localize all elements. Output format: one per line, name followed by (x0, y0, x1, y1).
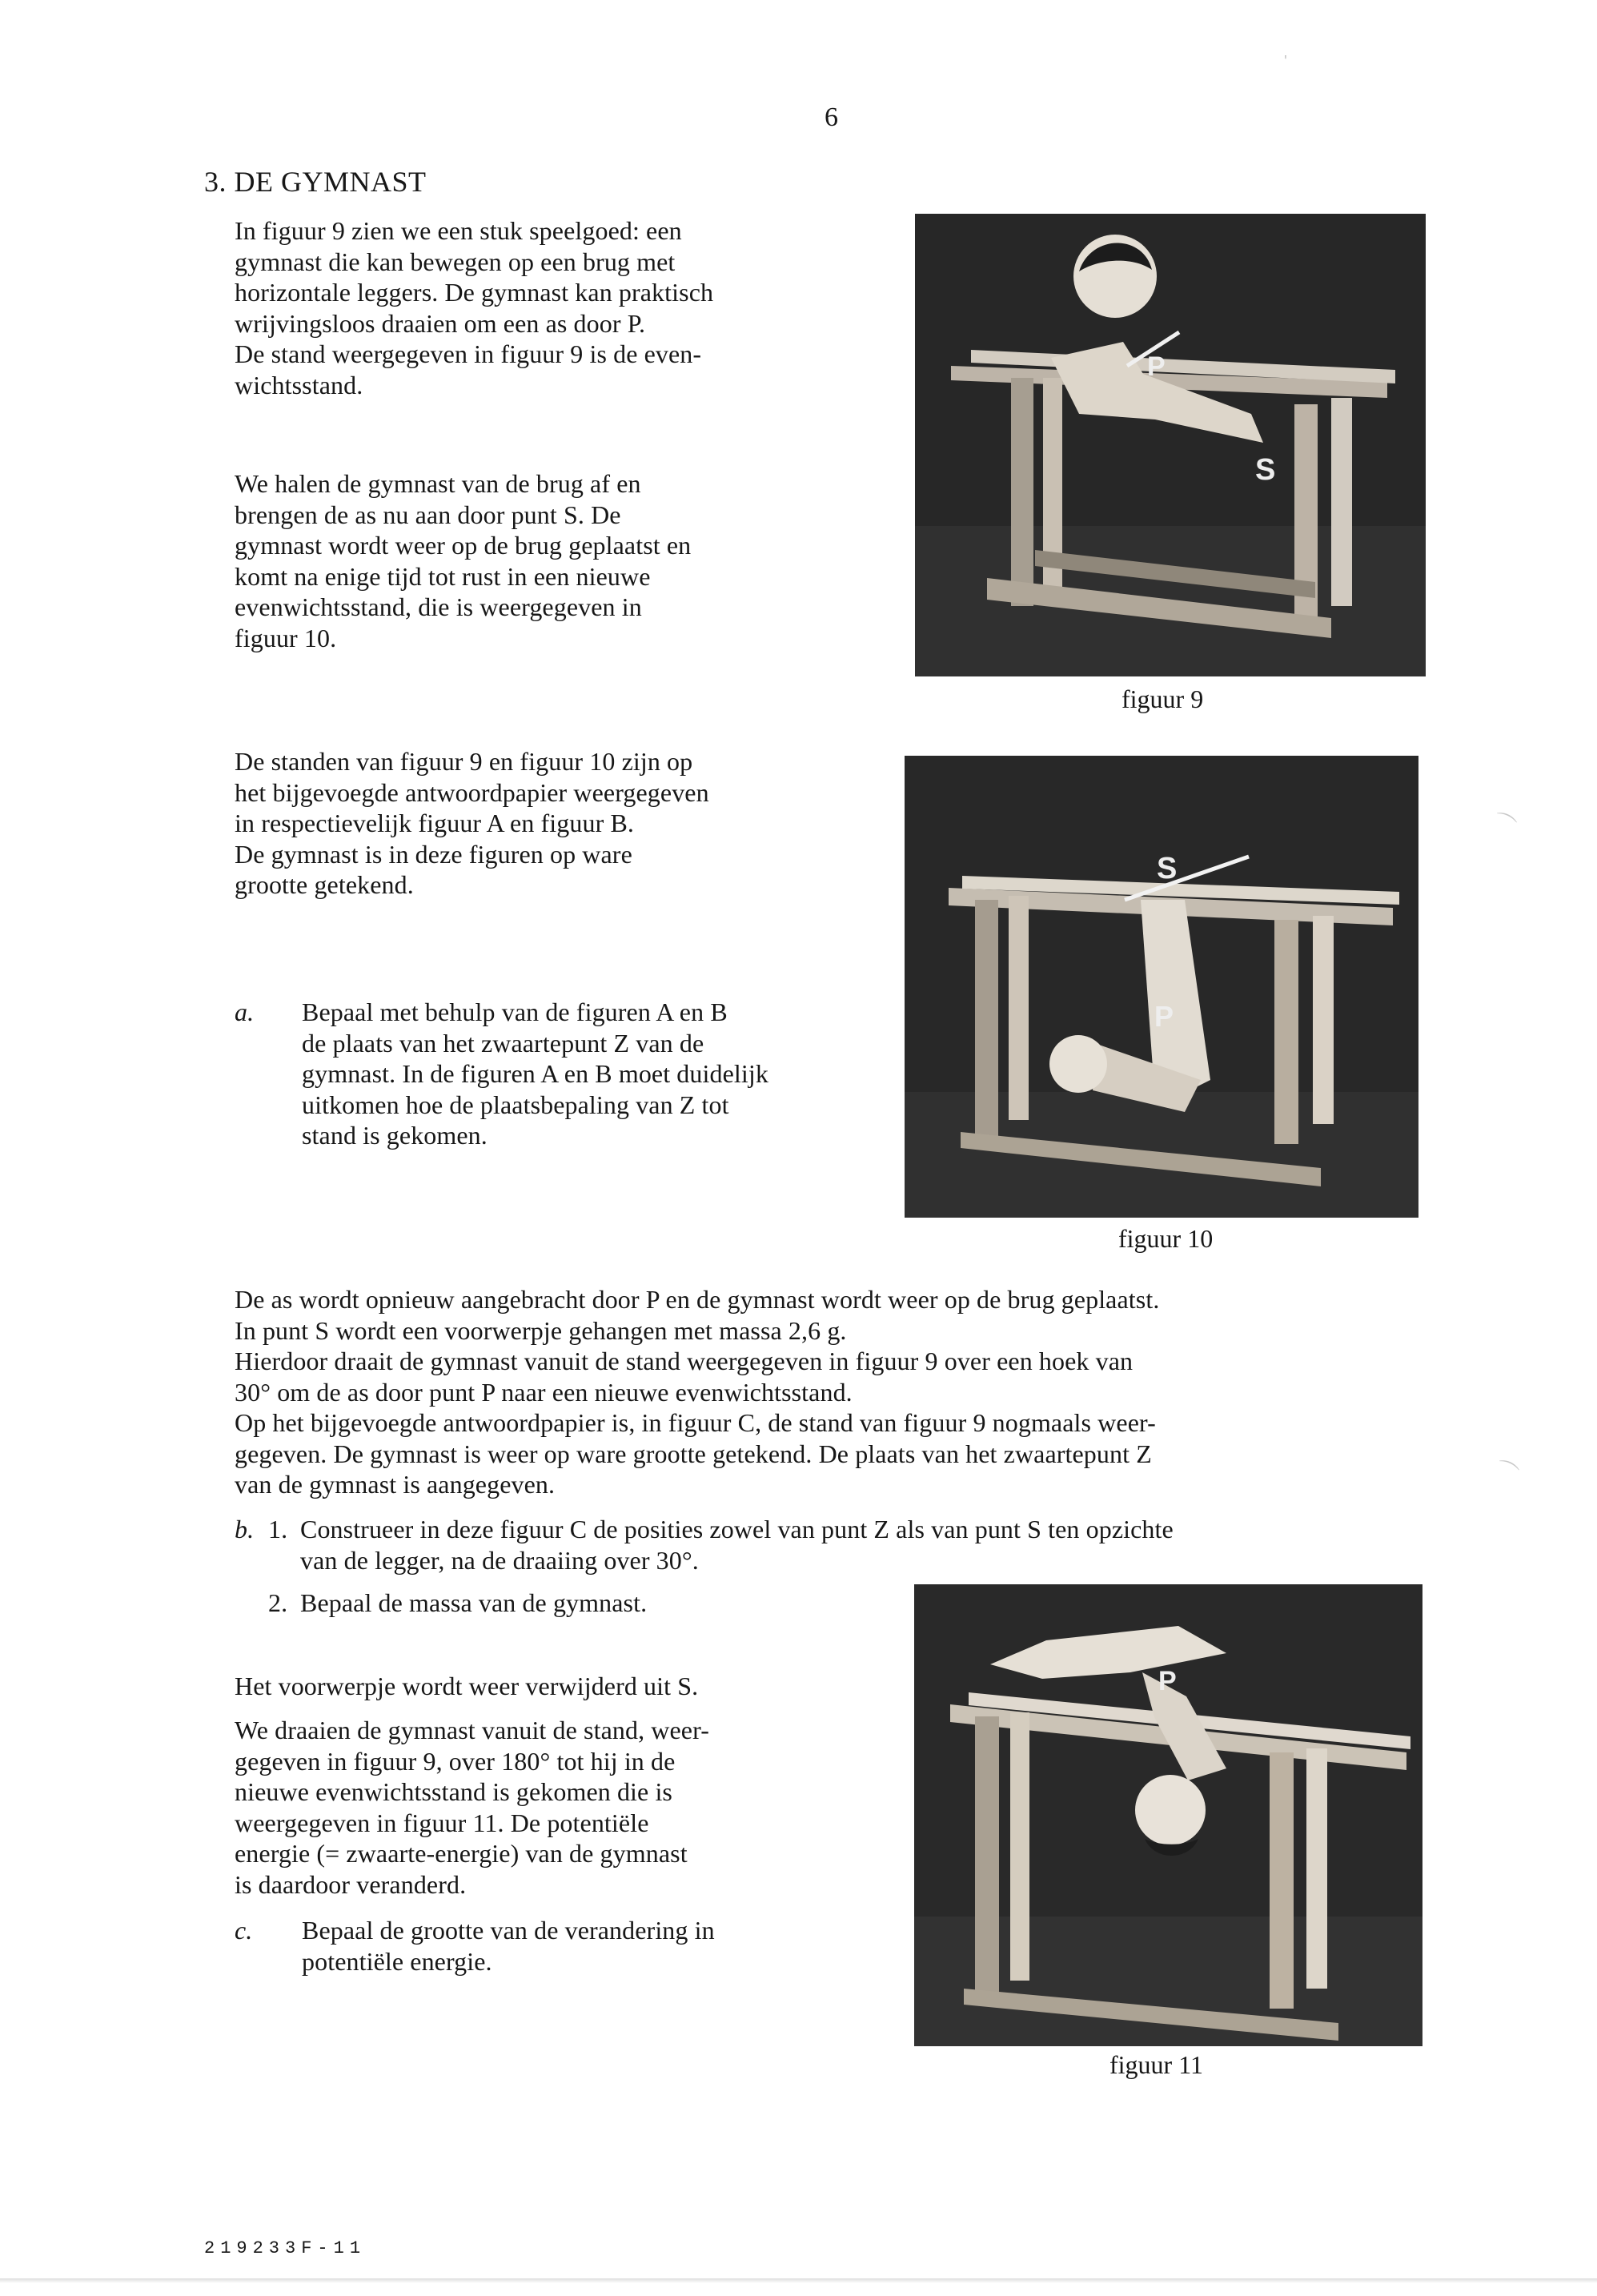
page-number: 6 (825, 102, 838, 132)
bar-post (1010, 1712, 1029, 1981)
question-a-label: a. (235, 997, 255, 1026)
question-c (235, 1915, 915, 1979)
answer-sheet-paragraph (235, 746, 843, 901)
move-axis-paragraph (235, 468, 843, 653)
bar-post (1306, 1748, 1327, 1989)
question-b-item-1-line: Construeer in deze figuur C de posities zowel van punt Z als van punt S ten opzichte (300, 1515, 1174, 1543)
question-c-line: Bepaal de grootte van de verandering in (302, 1916, 715, 1945)
move-axis-line: evenwichtsstand, die is weergegeven in (235, 592, 642, 621)
gymnast-head (1049, 1035, 1107, 1093)
figure-10-photo (905, 756, 1418, 1218)
mass-line: Op het bijgevoegde antwoordpapier is, in figuur C, de stand van figuur 9 nogmaals weer- (235, 1408, 1156, 1437)
intro-line: wrijvingsloos draaien om een as door P. (235, 308, 646, 338)
question-a-line: stand is gekomen. (302, 1121, 488, 1150)
figure-9-label-p: P (1147, 351, 1166, 382)
footer-code: 219233F-11 (204, 2238, 367, 2258)
figure-11-label-p: P (1158, 1666, 1177, 1696)
bar-post (1009, 896, 1029, 1120)
figure-11-caption: figuur 11 (1109, 2050, 1204, 2079)
intro-line: wichtsstand. (235, 370, 363, 399)
question-a-line: uitkomen hoe de plaatsbepaling van Z tot (302, 1090, 729, 1119)
answer-sheet-line: in respectievelijk figuur A en figuur B. (235, 809, 634, 837)
rotate-line: energie (= zwaarte-energie) van de gymnast (235, 1839, 688, 1868)
figure-10-label-s: S (1157, 852, 1178, 885)
figure-10-label-p: P (1154, 1000, 1174, 1033)
figure-11-photo (914, 1584, 1422, 2046)
scan-mark-middle: ⌒ (1488, 809, 1519, 841)
gymnast-head (1135, 1775, 1206, 1845)
question-c-line: potentiële energie. (302, 1946, 492, 1976)
figure-9-label-s: S (1255, 453, 1276, 487)
figure-10-caption: figuur 10 (1118, 1224, 1214, 1253)
move-axis-line: brengen de as nu aan door punt S. De (235, 500, 621, 529)
rotate-line: weergegeven in figuur 11. De potentiële (235, 1808, 649, 1837)
move-axis-line: figuur 10. (235, 623, 337, 652)
section-title: 3. DE GYMNAST (204, 166, 427, 198)
bar-post (1331, 398, 1352, 606)
bar-post (1011, 378, 1033, 606)
question-c-label: c. (235, 1916, 253, 1945)
mass-line: 30° om de as door punt P naar een nieuwe evenwichtsstand. (235, 1377, 853, 1407)
scan-mark-lower: ⌒ (1491, 1456, 1522, 1489)
intro-line: De stand weergegeven in figuur 9 is de even- (235, 339, 702, 368)
question-a-line: gymnast. In de figuren A en B moet duidelijk (302, 1059, 768, 1088)
answer-sheet-line: De gymnast is in deze figuren op ware (235, 839, 632, 869)
question-b-label: b. (235, 1515, 255, 1543)
question-a (235, 997, 915, 1157)
bar-post (1274, 920, 1298, 1144)
figure-9-photo (915, 214, 1426, 676)
figure-10-photo-drawing (905, 756, 1418, 1218)
question-b-item-2-number: 2. (268, 1588, 288, 1617)
mass-line: Hierdoor draait de gymnast vanuit de stand weergegeven in figuur 9 over een hoek van (235, 1347, 1134, 1375)
move-axis-line: gymnast wordt weer op de brug geplaatst en (235, 531, 692, 560)
question-b-item-1-line: van de legger, na de draaiing over 30°. (300, 1545, 699, 1575)
rotate-line: is daardoor veranderd. (235, 1869, 467, 1899)
scan-mark-top: ' (1284, 53, 1287, 70)
mass-line: In punt S wordt een voorwerpje gehangen met massa 2,6 g. (235, 1315, 847, 1345)
answer-sheet-line: De standen van figuur 9 en figuur 10 zijn op (235, 747, 693, 776)
move-axis-line: We halen de gymnast van de brug af en (235, 469, 641, 498)
move-axis-line: komt na enige tijd tot rust in een nieuwe (235, 561, 651, 591)
bar-post (975, 900, 998, 1140)
scan-bottom-line (0, 2278, 1597, 2283)
rotate-line: gegeven in figuur 9, over 180° tot hij in de (235, 1746, 676, 1776)
rotate-line: nieuwe evenwichtsstand is gekomen die is (235, 1777, 672, 1806)
removed-object-text: Het voorwerpje wordt weer verwijderd uit S. (235, 1672, 699, 1700)
intro-line: In figuur 9 zien we een stuk speelgoed: een (235, 216, 682, 245)
bar-post (1313, 916, 1334, 1124)
answer-sheet-line: grootte getekend. (235, 870, 414, 899)
mass-line: van de gymnast is aangegeven. (235, 1470, 556, 1499)
question-b-item-1-number: 1. (268, 1515, 288, 1543)
question-c-text (302, 1915, 910, 1977)
question-b-item-2-text: Bepaal de massa van de gymnast. (300, 1588, 648, 1617)
intro-line: gymnast die kan bewegen op een brug met (235, 247, 676, 276)
figure-9-photo-drawing (915, 214, 1426, 676)
mass-line: gegeven. De gymnast is weer op ware grootte getekend. De plaats van het zwaartepunt Z (235, 1439, 1152, 1468)
question-a-line: de plaats van het zwaartepunt Z van de (302, 1028, 704, 1058)
question-a-line: Bepaal met behulp van de figuren A en B (302, 997, 728, 1026)
figure-11-photo-drawing (914, 1584, 1422, 2046)
mass-line: De as wordt opnieuw aangebracht door P en de gymnast wordt weer op de brug geplaatst. (235, 1285, 1160, 1314)
bar-post (975, 1716, 999, 2001)
question-b-item-1-text (300, 1514, 1421, 1575)
rotate-paragraph (235, 1715, 843, 1900)
mass-paragraph (235, 1284, 1419, 1500)
answer-sheet-line: het bijgevoegde antwoordpapier weergegeven (235, 777, 709, 807)
bar-post (1270, 1752, 1294, 2009)
intro-line: horizontale leggers. De gymnast kan praktisch (235, 278, 714, 307)
rotate-line: We draaien de gymnast vanuit de stand, weer- (235, 1716, 709, 1744)
intro-paragraph (235, 215, 843, 400)
question-a-text (302, 997, 910, 1151)
figure-9-caption: figuur 9 (1122, 684, 1204, 713)
